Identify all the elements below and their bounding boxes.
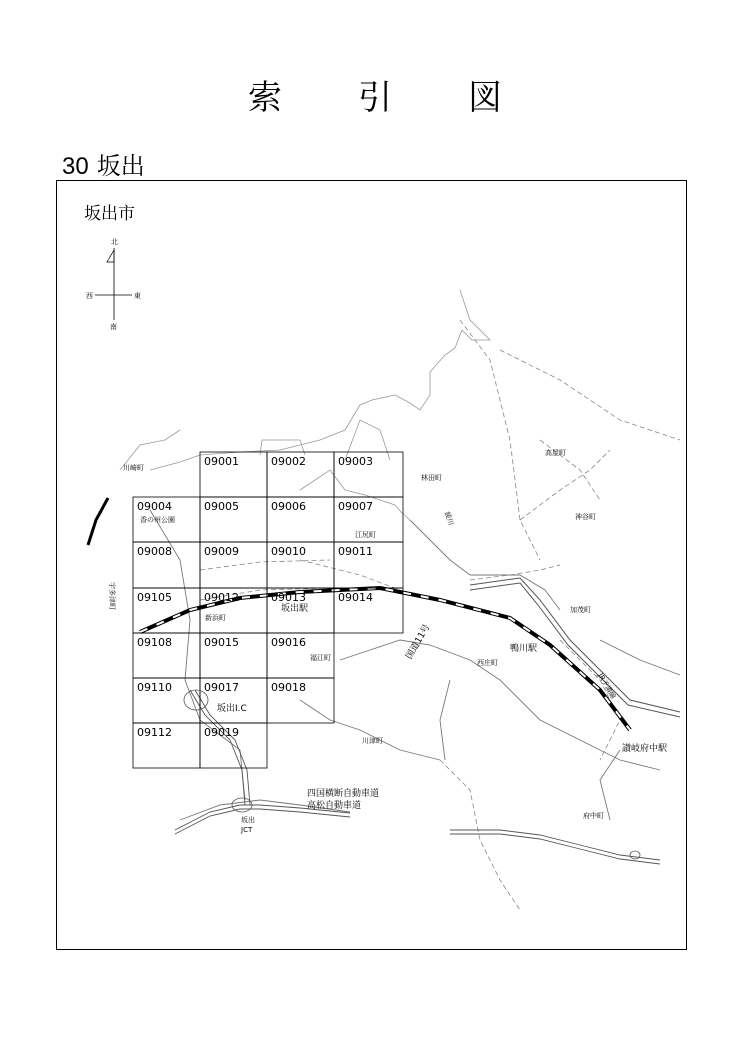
compass-south: 南 xyxy=(110,323,117,331)
compass-east: 東 xyxy=(134,292,141,300)
grid-cell-label[interactable]: 09002 xyxy=(271,455,306,468)
place-label: 川崎町 xyxy=(123,464,144,472)
place-label: JCT xyxy=(241,826,253,834)
river xyxy=(470,578,680,712)
place-label: 国道11号 xyxy=(404,622,433,662)
place-label: 綾川 xyxy=(442,510,456,527)
expressway xyxy=(175,690,660,864)
grid-cell-label[interactable]: 09007 xyxy=(338,500,373,513)
place-label: 府中町 xyxy=(583,812,604,820)
grid-cell-label[interactable]: 09005 xyxy=(204,500,239,513)
place-label: 坂出 xyxy=(241,816,255,824)
title-char: 図 xyxy=(468,78,502,118)
place-label: 鴨川駅 xyxy=(510,644,538,654)
coastline xyxy=(120,290,490,520)
place-label: 高屋町 xyxy=(545,449,566,457)
place-labels xyxy=(108,448,667,834)
grid-cell-label[interactable]: 09110 xyxy=(137,681,172,694)
grid-cell-label[interactable]: 09016 xyxy=(271,636,306,649)
grid-cell-label[interactable]: 09019 xyxy=(204,726,239,739)
place-label: 坂出I.C xyxy=(217,704,247,714)
compass-west: 西 xyxy=(86,292,93,300)
place-label: 四国横断自動車道 xyxy=(307,789,380,799)
place-label: 加茂町 xyxy=(570,606,591,614)
grid-cell-label[interactable]: 09012 xyxy=(204,591,239,604)
section-name: 坂出 xyxy=(96,152,145,180)
grid-cell-label[interactable]: 09006 xyxy=(271,500,306,513)
grid-cell-label[interactable]: 09108 xyxy=(137,636,172,649)
place-label: 坂出駅 xyxy=(281,604,309,614)
grid-cell-label[interactable]: 09017 xyxy=(204,681,239,694)
grid-cell-label[interactable]: 09001 xyxy=(204,455,239,468)
place-label: 江尻町 xyxy=(355,531,376,539)
grid-cell-label[interactable]: 09011 xyxy=(338,545,373,558)
place-label: 新浜町 xyxy=(205,614,226,622)
city-label: 坂出市 xyxy=(84,204,135,224)
place-label: 神谷町 xyxy=(575,513,596,521)
place-label: 川津町 xyxy=(362,737,383,745)
compass xyxy=(86,237,141,331)
river-bank xyxy=(470,583,680,717)
grid-cell-label[interactable]: 09014 xyxy=(338,591,373,604)
compass-north: 北 xyxy=(111,238,118,246)
place-label: JR予讃線 xyxy=(596,672,618,701)
title-char: 引 xyxy=(358,78,392,118)
section-number: 30 xyxy=(62,153,89,180)
place-label: 福江町 xyxy=(310,654,331,662)
grid-cell-label[interactable]: 09015 xyxy=(204,636,239,649)
grid-cell-label[interactable]: 09018 xyxy=(271,681,306,694)
place-label: 讃岐府中駅 xyxy=(622,744,668,754)
grid-cell-label[interactable]: 09009 xyxy=(204,545,239,558)
place-label: 宇多津町 xyxy=(108,582,116,610)
grid-cell-label[interactable]: 09112 xyxy=(137,726,172,739)
grid-cell-label[interactable]: 09008 xyxy=(137,545,172,558)
grid-cell-label[interactable]: 09004 xyxy=(137,500,172,513)
grid-cell-label[interactable]: 09013 xyxy=(271,591,306,604)
place-label: 香の州公園 xyxy=(140,516,175,524)
north-arrow-icon xyxy=(107,250,114,262)
place-label: 林田町 xyxy=(421,474,442,482)
place-label: 西庄町 xyxy=(477,659,498,667)
title-char: 索 xyxy=(248,78,282,118)
minor-roads xyxy=(200,320,680,910)
place-label: 高松自動車道 xyxy=(307,801,362,811)
grid-cell-label[interactable]: 09003 xyxy=(338,455,373,468)
interchange xyxy=(184,690,640,859)
grid-cell-label[interactable]: 09010 xyxy=(271,545,306,558)
grid-cell-label[interactable]: 09105 xyxy=(137,591,172,604)
